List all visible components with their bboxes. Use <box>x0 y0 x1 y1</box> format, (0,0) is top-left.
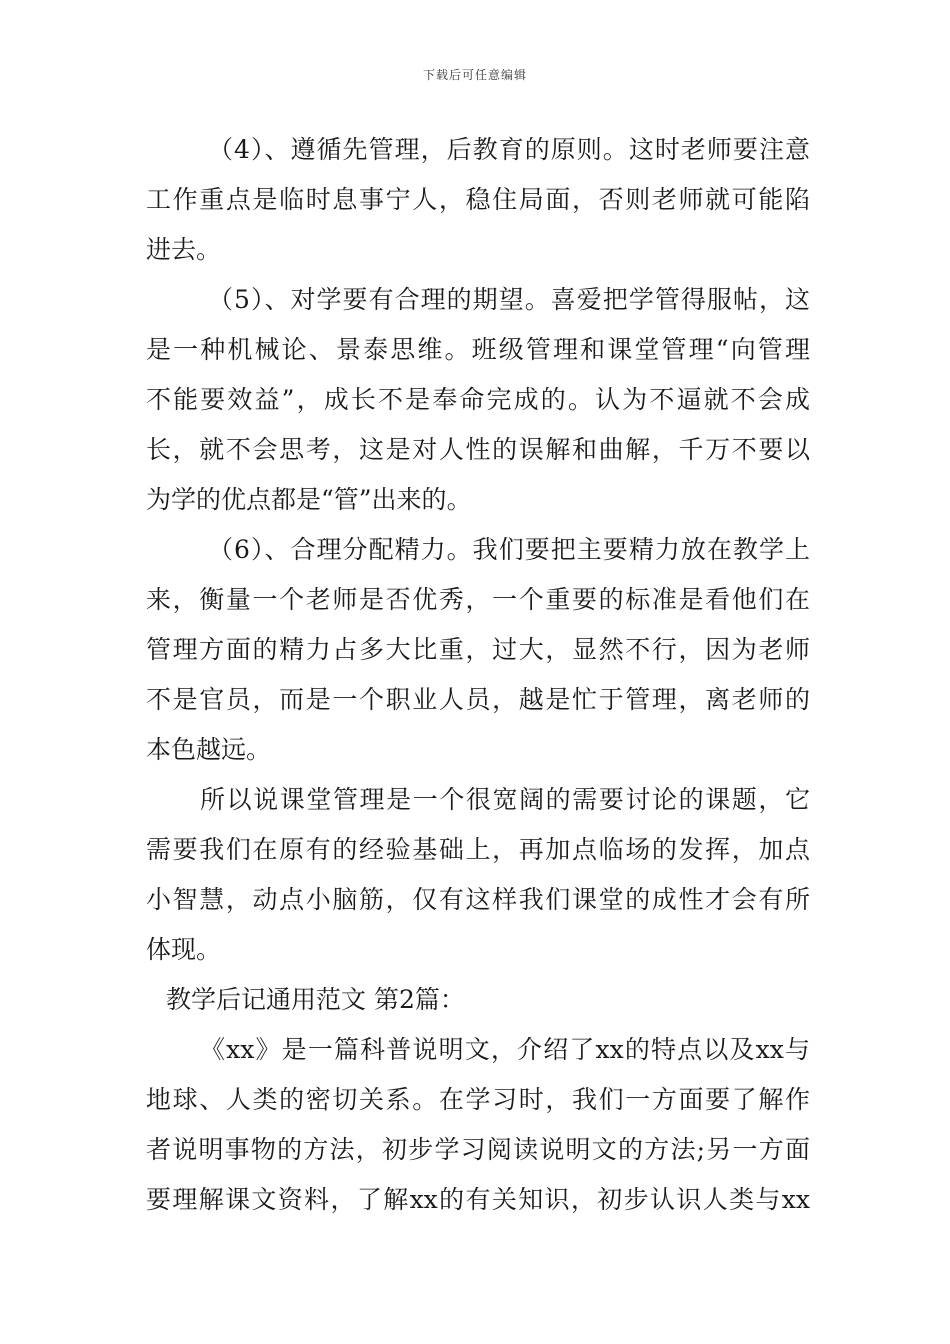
paragraph-2-line-1: （5）、对学要有合理的期望。喜爱把学管得服帖，这 <box>208 285 810 314</box>
paragraph-6-line-4: 要理解课文资料，了解xx的有关知识，初步认识人类与xx <box>146 1185 810 1214</box>
paragraph-3-line-5: 本色越远。 <box>146 735 272 764</box>
paragraph-4-line-2: 需要我们在原有的经验基础上，再加点临场的发挥，加点 <box>146 835 810 864</box>
paragraph-3-line-2: 来，衡量一个老师是否优秀，一个重要的标准是看他们在 <box>146 585 810 614</box>
paragraph-1-line-3: 进去。 <box>146 235 222 264</box>
paragraph-2-line-4: 长，就不会思考，这是对人性的误解和曲解，千万不要以 <box>146 435 810 464</box>
header-note: 下载后可任意编辑 <box>422 68 527 82</box>
paragraph-2-line-2: 是一种机械论、景泰思维。班级管理和课堂管理“向管理 <box>146 335 810 364</box>
paragraph-6-line-1: 《xx》是一篇科普说明文，介绍了xx的特点以及xx与 <box>200 1035 810 1064</box>
paragraph-3-line-3: 管理方面的精力占多大比重，过大，显然不行，因为老师 <box>146 635 810 664</box>
paragraph-3-line-4: 不是官员，而是一个职业人员，越是忙于管理，离老师的 <box>146 685 810 714</box>
paragraph-6-line-3: 者说明事物的方法，初步学习阅读说明文的方法;另一方面 <box>146 1135 810 1164</box>
paragraph-2-line-5: 为学的优点都是“管”出来的。 <box>146 485 472 514</box>
paragraph-4-line-4: 体现。 <box>146 935 222 964</box>
paragraph-1-line-1: （4）、遵循先管理，后教育的原则。这时老师要注意 <box>208 135 810 164</box>
paragraph-1-line-2: 工作重点是临时息事宁人，稳住局面，否则老师就可能陷 <box>146 185 810 214</box>
section-heading: 教学后记通用范文 第2篇： <box>166 985 465 1014</box>
paragraph-4-line-3: 小智慧，动点小脑筋，仅有这样我们课堂的成性才会有所 <box>146 885 810 914</box>
paragraph-3-line-1: （6）、合理分配精力。我们要把主要精力放在教学上 <box>208 535 810 564</box>
paragraph-4-line-1: 所以说课堂管理是一个很宽阔的需要讨论的课题，它 <box>200 785 810 814</box>
paragraph-6-line-2: 地球、人类的密切关系。在学习时，我们一方面要了解作 <box>146 1085 810 1114</box>
paragraph-2-line-3: 不能要效益”，成长不是奉命完成的。认为不逼就不会成 <box>146 385 810 414</box>
